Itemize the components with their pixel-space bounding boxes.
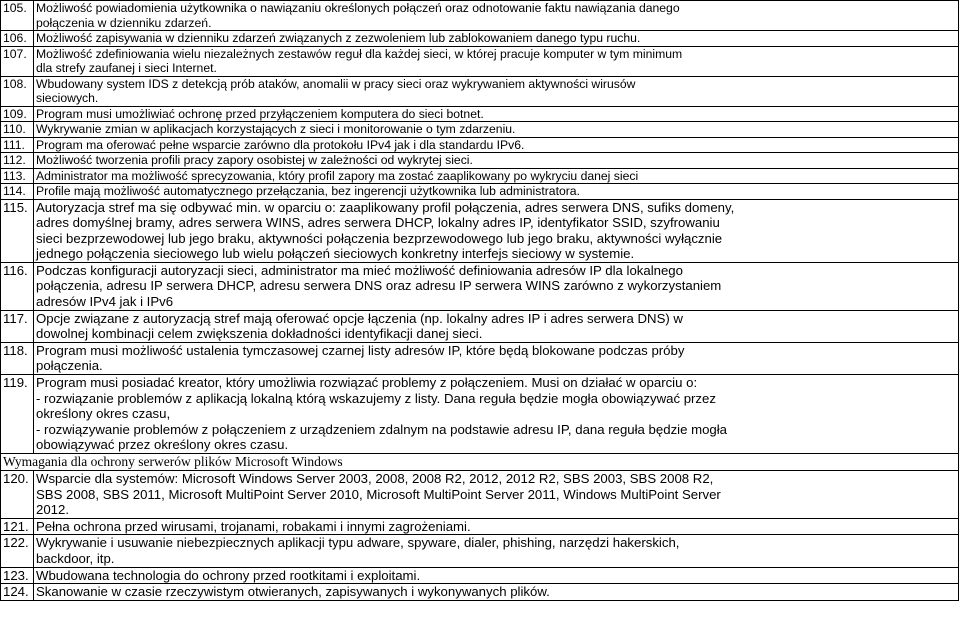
row-text-line: Administrator ma możliwość sprecyzowania, który profil zapory ma zostać zaaplikowany po wykryciu danej sieci	[36, 168, 639, 183]
table-row	[1, 168, 959, 184]
row-number: 113.	[1, 168, 34, 184]
row-number: 123.	[1, 567, 34, 584]
row-text-line: sieci bezprzewodowej lub jego braku, aktywności połączenia bezprzewodowego lub jego braku, aktywności wyłącznie	[36, 230, 723, 246]
table-row	[1, 106, 959, 122]
row-text	[34, 342, 959, 374]
row-text	[34, 584, 959, 601]
row-text	[34, 310, 959, 342]
row-text	[34, 471, 959, 519]
row-text	[34, 106, 959, 122]
row-number: 110.	[1, 122, 34, 138]
row-text	[34, 137, 959, 153]
row-text-line: Program musi umożliwiać ochronę przed przyłączeniem komputera do sieci botnet.	[36, 106, 484, 121]
row-text-line: Wbudowany system IDS z detekcją prób ataków, anomalii w pracy sieci oraz wykrywaniem aktywności wirusów	[36, 76, 636, 91]
row-number: 119.	[1, 375, 34, 454]
row-text	[34, 153, 959, 169]
table-row	[1, 518, 959, 535]
row-text-line: Możliwość zdefiniowania wielu niezależnych zestawów reguł dla każdej sieci, w której pracuje komputer w tym minimum	[36, 46, 683, 61]
row-text	[34, 76, 959, 106]
row-number: 124.	[1, 584, 34, 601]
row-text-line: - rozwiązanie problemów z aplikacją lokalną którą wskazujemy z listy. Dana reguła będzie mogła obowiązywać przez	[36, 390, 716, 406]
row-number: 108.	[1, 76, 34, 106]
row-number: 111.	[1, 137, 34, 153]
table-row	[1, 535, 959, 567]
row-text-line: Pełna ochrona przed wirusami, trojanami, robakami i innymi zagrożeniami.	[36, 518, 471, 534]
row-text-line: jednego połączenia sieciowego lub wielu połączeń sieciowych konkretny interfejs sieciowy w systemie.	[36, 246, 635, 262]
row-text	[34, 31, 959, 47]
row-text	[34, 199, 959, 262]
row-text-line: Wykrywanie zmian w aplikacjach korzystających z sieci i monitorowanie o tym zdarzeniu.	[36, 122, 516, 136]
table-row	[1, 375, 959, 454]
row-number: 122.	[1, 535, 34, 567]
table-row	[1, 76, 959, 106]
row-number: 120.	[1, 471, 34, 519]
table-row	[1, 567, 959, 584]
row-number: 118.	[1, 342, 34, 374]
row-text	[34, 1, 959, 31]
row-text-line: backdoor, itp.	[36, 550, 115, 566]
table-row	[1, 262, 959, 310]
row-number: 121.	[1, 518, 34, 535]
row-number: 105.	[1, 1, 34, 31]
table-row	[1, 153, 959, 169]
table-row	[1, 31, 959, 47]
row-text-line: dowolnej kombinacji celem zwiększenia dokładności identyfikacji danej sieci.	[36, 326, 483, 342]
row-text-line: SBS 2008, SBS 2011, Microsoft MultiPoint Server 2010, Microsoft MultiPoint Server 2011, Windows MultiPoint Server	[36, 486, 721, 502]
row-text	[34, 535, 959, 567]
row-text	[34, 375, 959, 454]
row-text-line: Program musi posiadać kreator, który umożliwia rozwiązać problemy z połączeniem. Musi on działać w oparciu o:	[36, 375, 698, 391]
row-text	[34, 168, 959, 184]
row-text	[34, 184, 959, 200]
row-number: 109.	[1, 106, 34, 122]
row-text-line: połączenia, adresu IP serwera DHCP, adresu serwera DNS oraz adresu IP serwera WINS zarówno z wykorzystaniem	[36, 278, 722, 294]
table-row	[1, 46, 959, 76]
row-text-line: Opcje związane z autoryzacją stref mają oferować opcje łączenia (np. lokalny adres IP i adres serwera DNS) w	[36, 310, 683, 326]
table-row	[1, 184, 959, 200]
row-text	[34, 262, 959, 310]
row-text	[34, 518, 959, 535]
table-row	[1, 342, 959, 374]
row-text-line: Możliwość tworzenia profili pracy zapory osobistej w zależności od wykrytej sieci.	[36, 153, 473, 167]
row-text-line: Wykrywanie i usuwanie niebezpiecznych aplikacji typu adware, spyware, dialer, phishing, narzędzi hakerskich,	[36, 535, 680, 551]
table-row	[1, 584, 959, 601]
row-text-line: dla strefy zaufanej i sieci Internet.	[36, 61, 217, 75]
row-number: 115.	[1, 199, 34, 262]
row-number: 112.	[1, 153, 34, 169]
section-heading: Wymagania dla ochrony serwerów plików Microsoft Windows	[1, 454, 959, 471]
row-text-line: sieciowych.	[36, 91, 99, 105]
row-number: 107.	[1, 46, 34, 76]
row-text-line: adres domyślnej bramy, adres serwera WINS, adres serwera DHCP, lokalny adres IP, identyfikator SSID, szyfrowaniu	[36, 215, 720, 231]
row-text-line: połączenia w dzienniku zdarzeń.	[36, 15, 212, 30]
row-number: 106.	[1, 31, 34, 47]
row-text-line: Skanowanie w czasie rzeczywistym otwieranych, zapisywanych i wykonywanych plików.	[36, 584, 550, 600]
row-text-line: adresów IPv4 jak i IPv6	[36, 294, 174, 310]
row-text-line: Podczas konfiguracji autoryzacji sieci, administrator ma mieć możliwość definiowania adresów IP dla lokalnego	[36, 262, 683, 278]
row-text-line: Możliwość zapisywania w dzienniku zdarzeń związanych z zezwoleniem lub zablokowaniem danego typu ruchu.	[36, 31, 641, 45]
table-row	[1, 310, 959, 342]
table-row	[1, 471, 959, 519]
table-row	[1, 1, 959, 31]
table-row	[1, 137, 959, 153]
row-text-line: Wsparcie dla systemów: Microsoft Windows Server 2003, 2008, 2008 R2, 2012, 2012 R2, SBS 2003, SBS 2008 R2,	[36, 471, 714, 486]
table-row	[1, 199, 959, 262]
row-text	[34, 122, 959, 138]
row-text-line: - rozwiązywanie problemów z połączeniem z urządzeniem zdalnym na podstawie adresu IP, dana reguła będzie mogła	[36, 421, 728, 437]
row-number: 116.	[1, 262, 34, 310]
row-text	[34, 46, 959, 76]
row-text-line: Autoryzacja stref ma się odbywać min. w oparciu o: zaaplikowany profil połączenia, adres serwera DNS, sufiks domeny,	[36, 199, 735, 215]
row-number: 114.	[1, 184, 34, 200]
row-text-line: Możliwość powiadomienia użytkownika o nawiązaniu określonych połączeń oraz odnotowanie faktu nawiązania danego	[36, 1, 680, 15]
row-text-line: Wbudowana technologia do ochrony przed rootkitami i exploitami.	[36, 567, 421, 583]
table-row	[1, 122, 959, 138]
row-text-line: obowiązywać przez określony okres czasu.	[36, 437, 289, 453]
row-text-line: Program ma oferować pełne wsparcie zarówno dla protokołu IPv4 jak i dla standardu IPv6.	[36, 137, 525, 152]
row-text	[34, 567, 959, 584]
row-text-line: połączenia.	[36, 358, 103, 374]
row-text-line: Program musi możliwość ustalenia tymczasowej czarnej listy adresów IP, które będą blokowane podczas próby	[36, 342, 685, 358]
row-text-line: Profile mają możliwość automatycznego przełączania, bez ingerencji użytkownika lub administratora.	[36, 184, 580, 198]
row-number: 117.	[1, 310, 34, 342]
row-text-line: 2012.	[36, 502, 70, 518]
row-text-line: określony okres czasu,	[36, 406, 171, 422]
